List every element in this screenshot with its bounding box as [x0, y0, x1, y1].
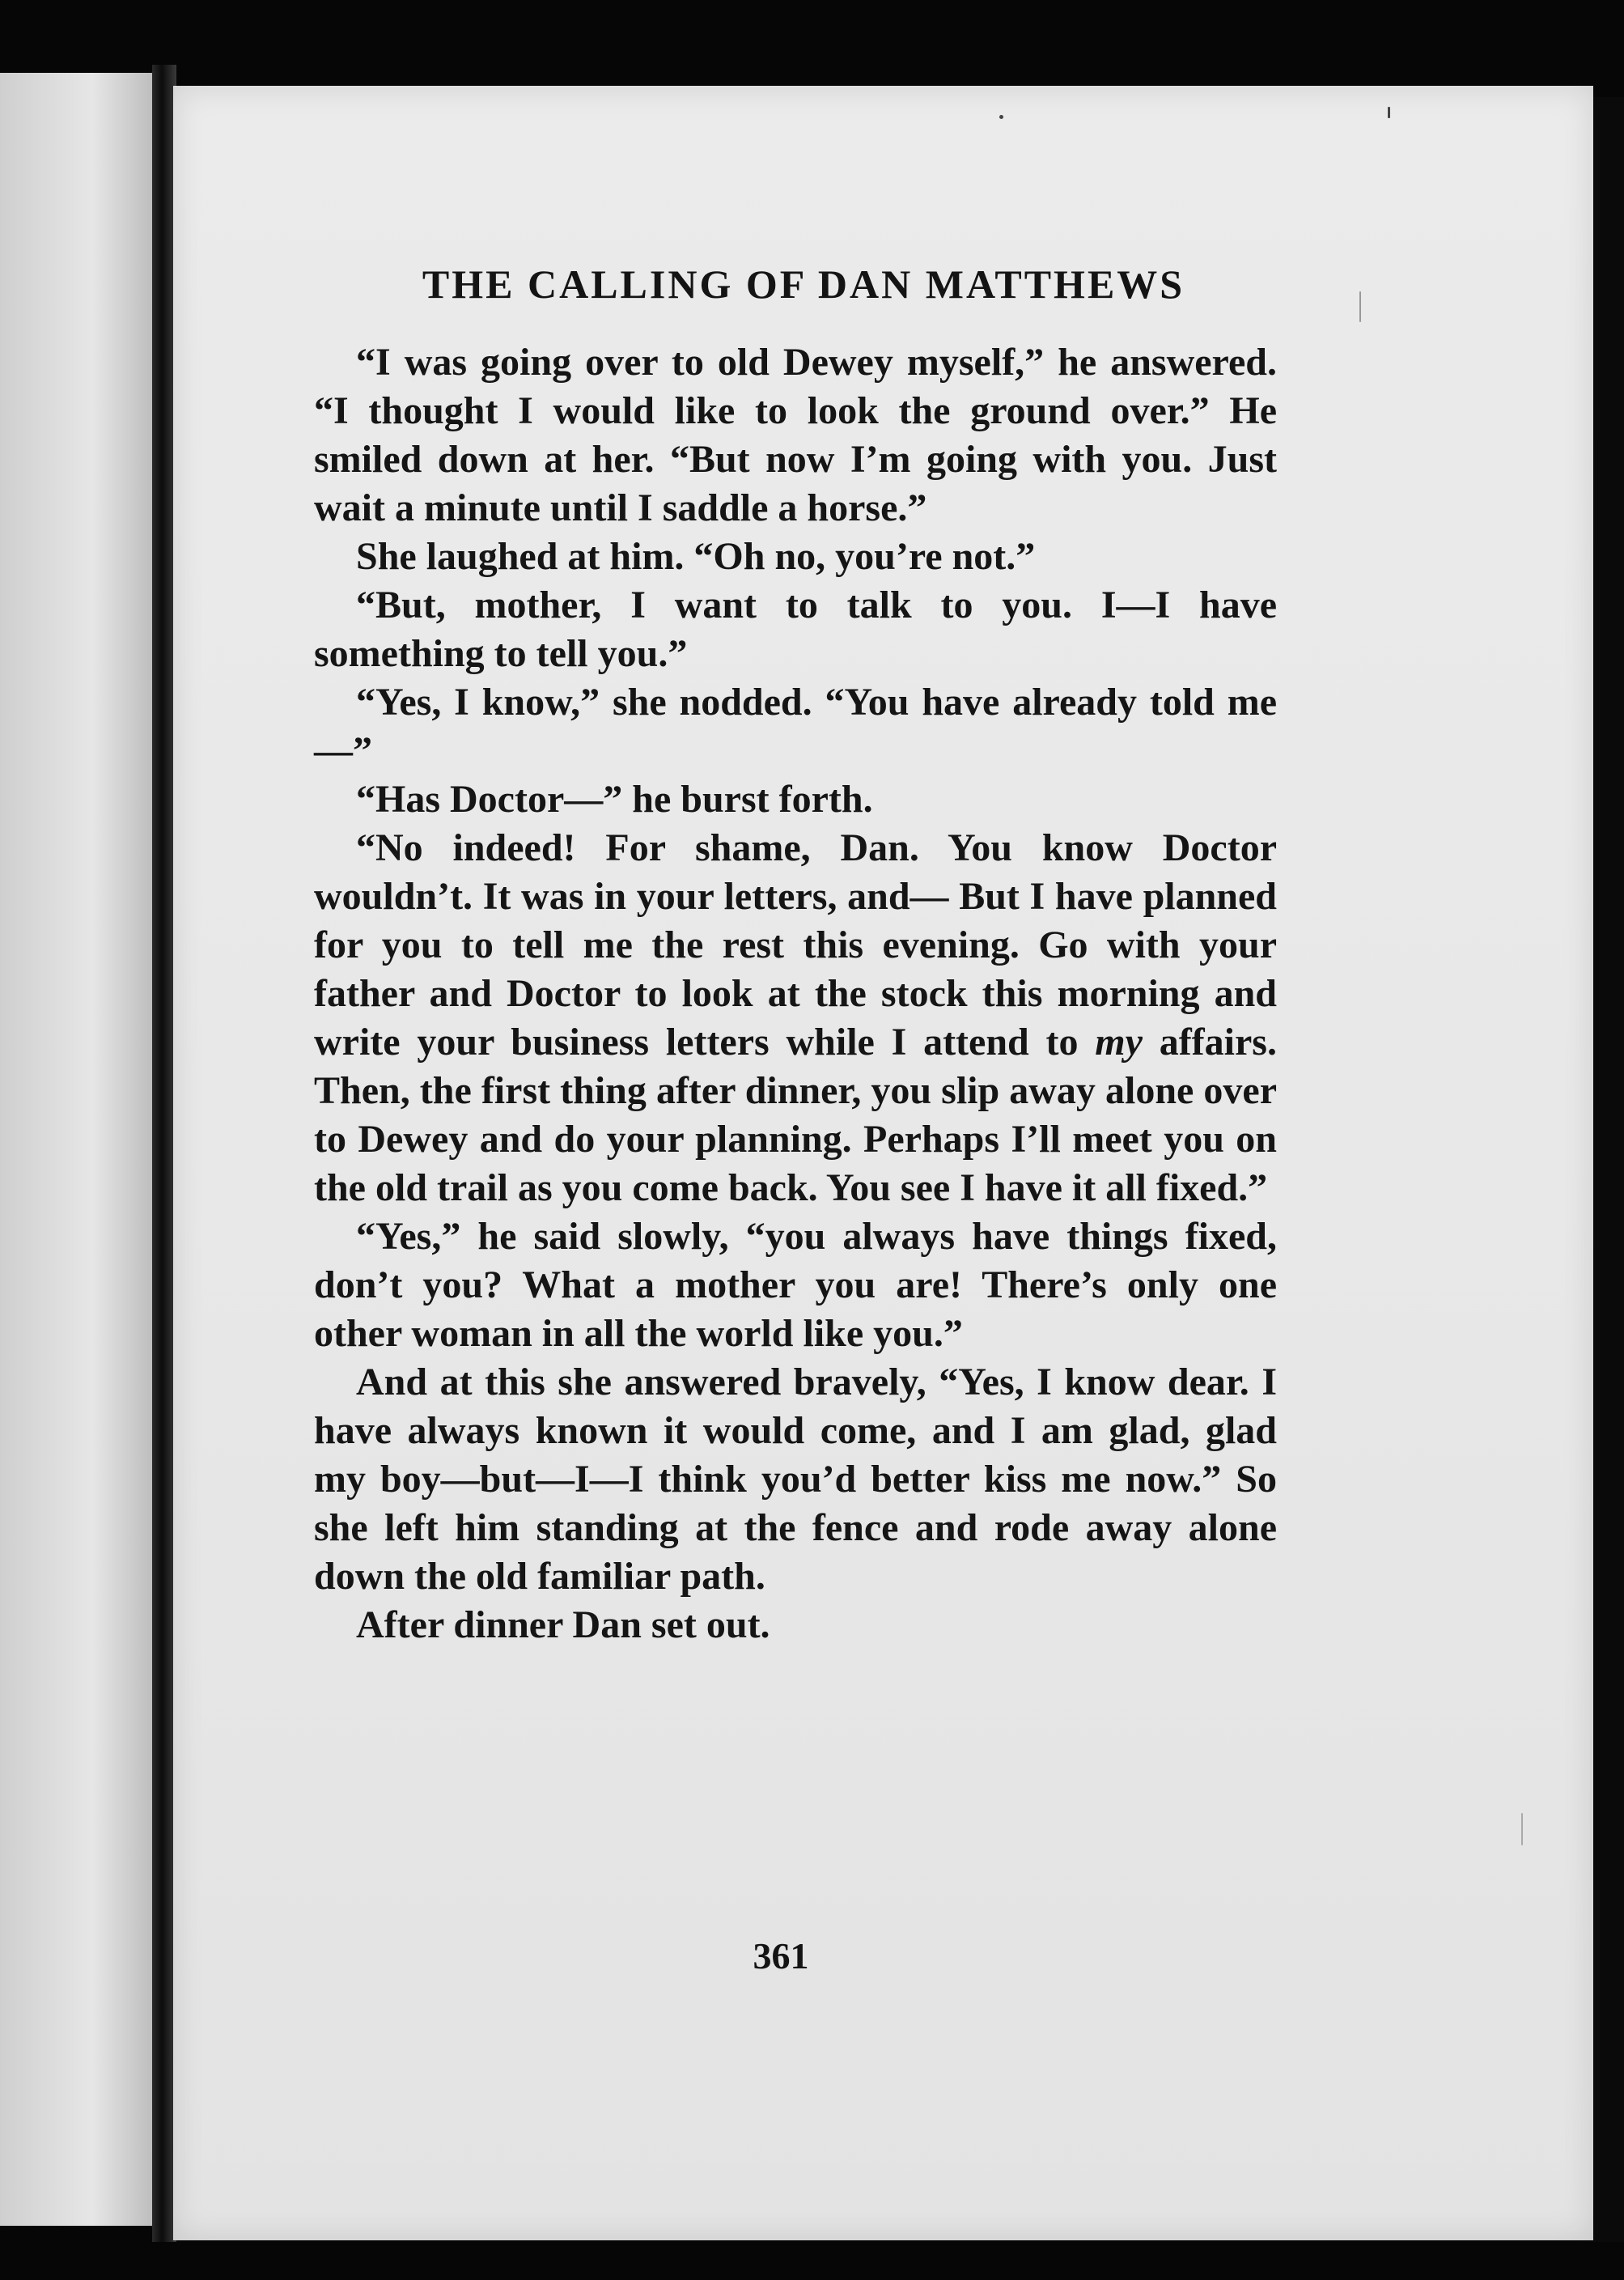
paragraph-text: affairs. Then, the first thing after dinner, you slip away alone over to Dewey and do your planning. Perhaps I’ll meet you on the old trail as you come back. You see I have it all fixed.” [314, 1021, 1277, 1209]
paragraph [314, 824, 1277, 1212]
facing-page-edge [0, 73, 154, 2226]
paragraph: “Has Doctor—” he burst forth. [356, 778, 873, 821]
paragraph: And at this she answered bravely, “Yes, I know dear. I have always known it would come, and I am glad, glad my boy—but—I—I think you’d better kiss me now.” So she left him standing at the fence and rode away alone down the old familiar path. [314, 1361, 1277, 1598]
dust-speck [1521, 1813, 1523, 1845]
paragraph: She laughed at him. “Oh no, you’re not.” [356, 535, 1036, 578]
emphasis-text: my [1095, 1021, 1143, 1064]
running-head: THE CALLING OF DAN MATTHEWS [422, 261, 1185, 307]
paragraph-text: “No indeed! For shame, Dan. You know Doctor wouldn’t. It was in your letters, and— But I have planned for you to tell me the rest this evening. Go with your father and Doctor to look at the stock this morning and write your business letters while I attend to [314, 826, 1277, 1064]
paragraph: “I was going over to old Dewey myself,” he answered. “I thought I would like to look the ground over.” He smiled down at her. “But now I’m going with you. Just wait a minute until I saddle a horse.” [314, 341, 1277, 529]
dust-speck [999, 115, 1003, 119]
page-number: 361 [753, 1935, 809, 1976]
paragraph: “Yes,” he said slowly, “you always have things fixed, don’t you? What a mother you are! There’s only one other woman in all the world like you.” [314, 1215, 1277, 1355]
page-outer-edge [1592, 97, 1624, 2242]
dust-speck [1359, 291, 1361, 322]
paragraph: “But, mother, I want to talk to you. I—I have something to tell you.” [314, 584, 1277, 675]
paragraph: “Yes, I know,” she nodded. “You have already told me—” [314, 681, 1277, 772]
body-text [314, 338, 1277, 1649]
paragraph: After dinner Dan set out. [356, 1603, 770, 1646]
dust-speck [1388, 107, 1390, 118]
